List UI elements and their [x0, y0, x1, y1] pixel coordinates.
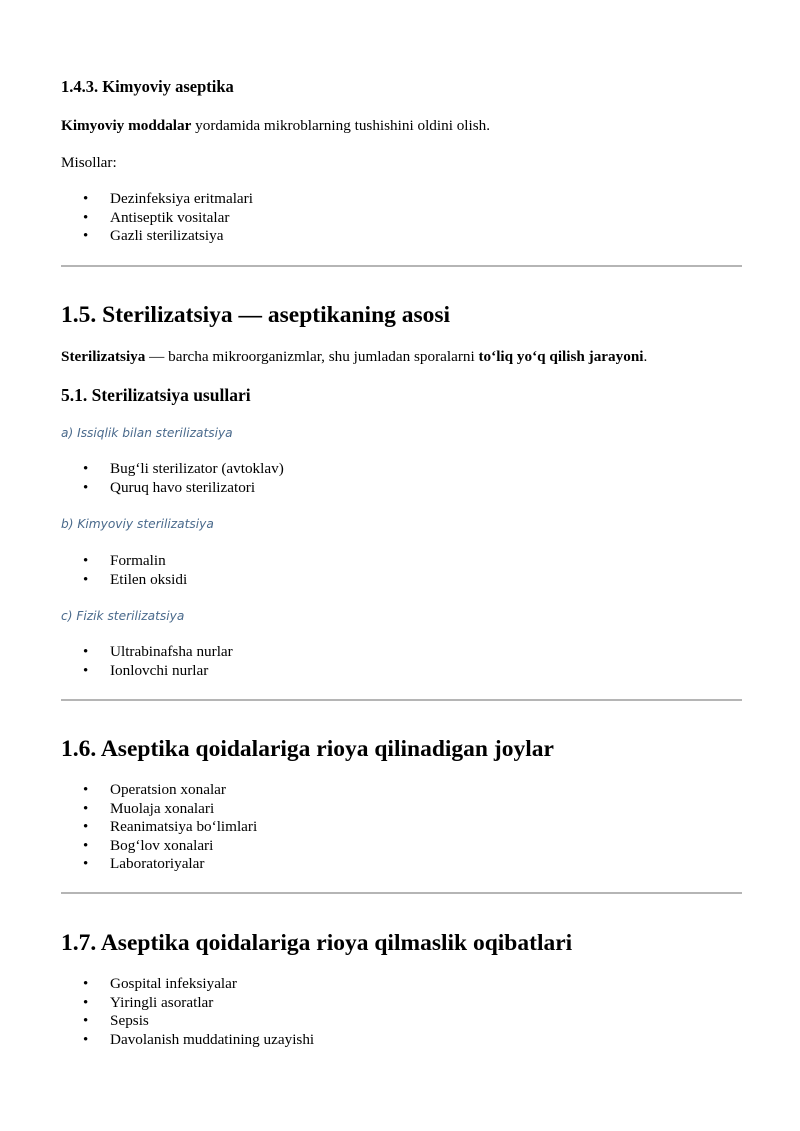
- method-title-physical: c) Fizik sterilizatsiya: [61, 609, 185, 623]
- list-item: • Etilen oksidi: [61, 571, 187, 590]
- sterilization-definition: [61, 347, 647, 367]
- list-item: • Davolanish muddatining uzayishi: [61, 1031, 314, 1050]
- list-item: • Muolaja xonalari: [61, 800, 257, 819]
- places-list: [61, 781, 257, 874]
- list-item: • Ionlovchi nurlar: [61, 662, 233, 681]
- list-item: • Yiringli asoratlar: [61, 994, 314, 1013]
- chemical-aseptics-paragraph: [61, 116, 490, 136]
- section-heading-1-7: 1.7. Aseptika qoidalariga rioya qilmaslik oqibatlari: [61, 930, 573, 956]
- definition-end: .: [643, 348, 648, 365]
- section-heading-1-5: 1.5. Sterilizatsiya — aseptikaning asosi: [61, 302, 451, 328]
- list-item: • Sepsis: [61, 1012, 314, 1031]
- bold-term: Sterilizatsiya: [61, 348, 146, 365]
- list-item: • Reanimatsiya bo‘limlari: [61, 818, 257, 837]
- method-title-chemical: b) Kimyoviy sterilizatsiya: [61, 517, 214, 531]
- list-item: • Operatsion xonalar: [61, 781, 257, 800]
- subsection-heading-5-1: 5.1. Sterilizatsiya usullari: [61, 385, 251, 405]
- section-divider: [61, 892, 742, 894]
- bold-phrase: to‘liq yo‘q qilish jarayoni: [478, 348, 644, 365]
- list-item: • Antiseptik vositalar: [61, 209, 253, 228]
- paragraph-text: yordamida mikroblarning tushishini oldini olish.: [191, 117, 491, 134]
- chemical-methods-list: [61, 552, 187, 589]
- section-divider: [61, 699, 742, 701]
- heat-methods-list: [61, 460, 284, 497]
- definition-text: — barcha mikroorganizmlar, shu jumladan sporalarni: [145, 348, 479, 365]
- list-item: • Gospital infeksiyalar: [61, 975, 314, 994]
- list-item: • Ultrabinafsha nurlar: [61, 643, 233, 662]
- examples-list: [61, 190, 253, 246]
- list-item: • Bug‘li sterilizator (avtoklav): [61, 460, 284, 479]
- physical-methods-list: [61, 643, 233, 680]
- list-item: • Dezinfeksiya eritmalari: [61, 190, 253, 209]
- list-item: • Formalin: [61, 552, 187, 571]
- examples-label: Misollar:: [61, 154, 117, 171]
- section-heading-1-4-3: 1.4.3. Kimyoviy aseptika: [61, 77, 234, 96]
- list-item: • Laboratoriyalar: [61, 855, 257, 874]
- bold-term: Kimyoviy moddalar: [61, 117, 192, 134]
- method-title-heat: a) Issiqlik bilan sterilizatsiya: [61, 426, 233, 440]
- list-item: • Quruq havo sterilizatori: [61, 479, 284, 498]
- section-heading-1-6: 1.6. Aseptika qoidalariga rioya qilinadigan joylar: [61, 736, 554, 762]
- section-divider: [61, 265, 742, 267]
- list-item: • Gazli sterilizatsiya: [61, 227, 253, 246]
- list-item: • Bog‘lov xonalari: [61, 837, 257, 856]
- consequences-list: [61, 975, 314, 1049]
